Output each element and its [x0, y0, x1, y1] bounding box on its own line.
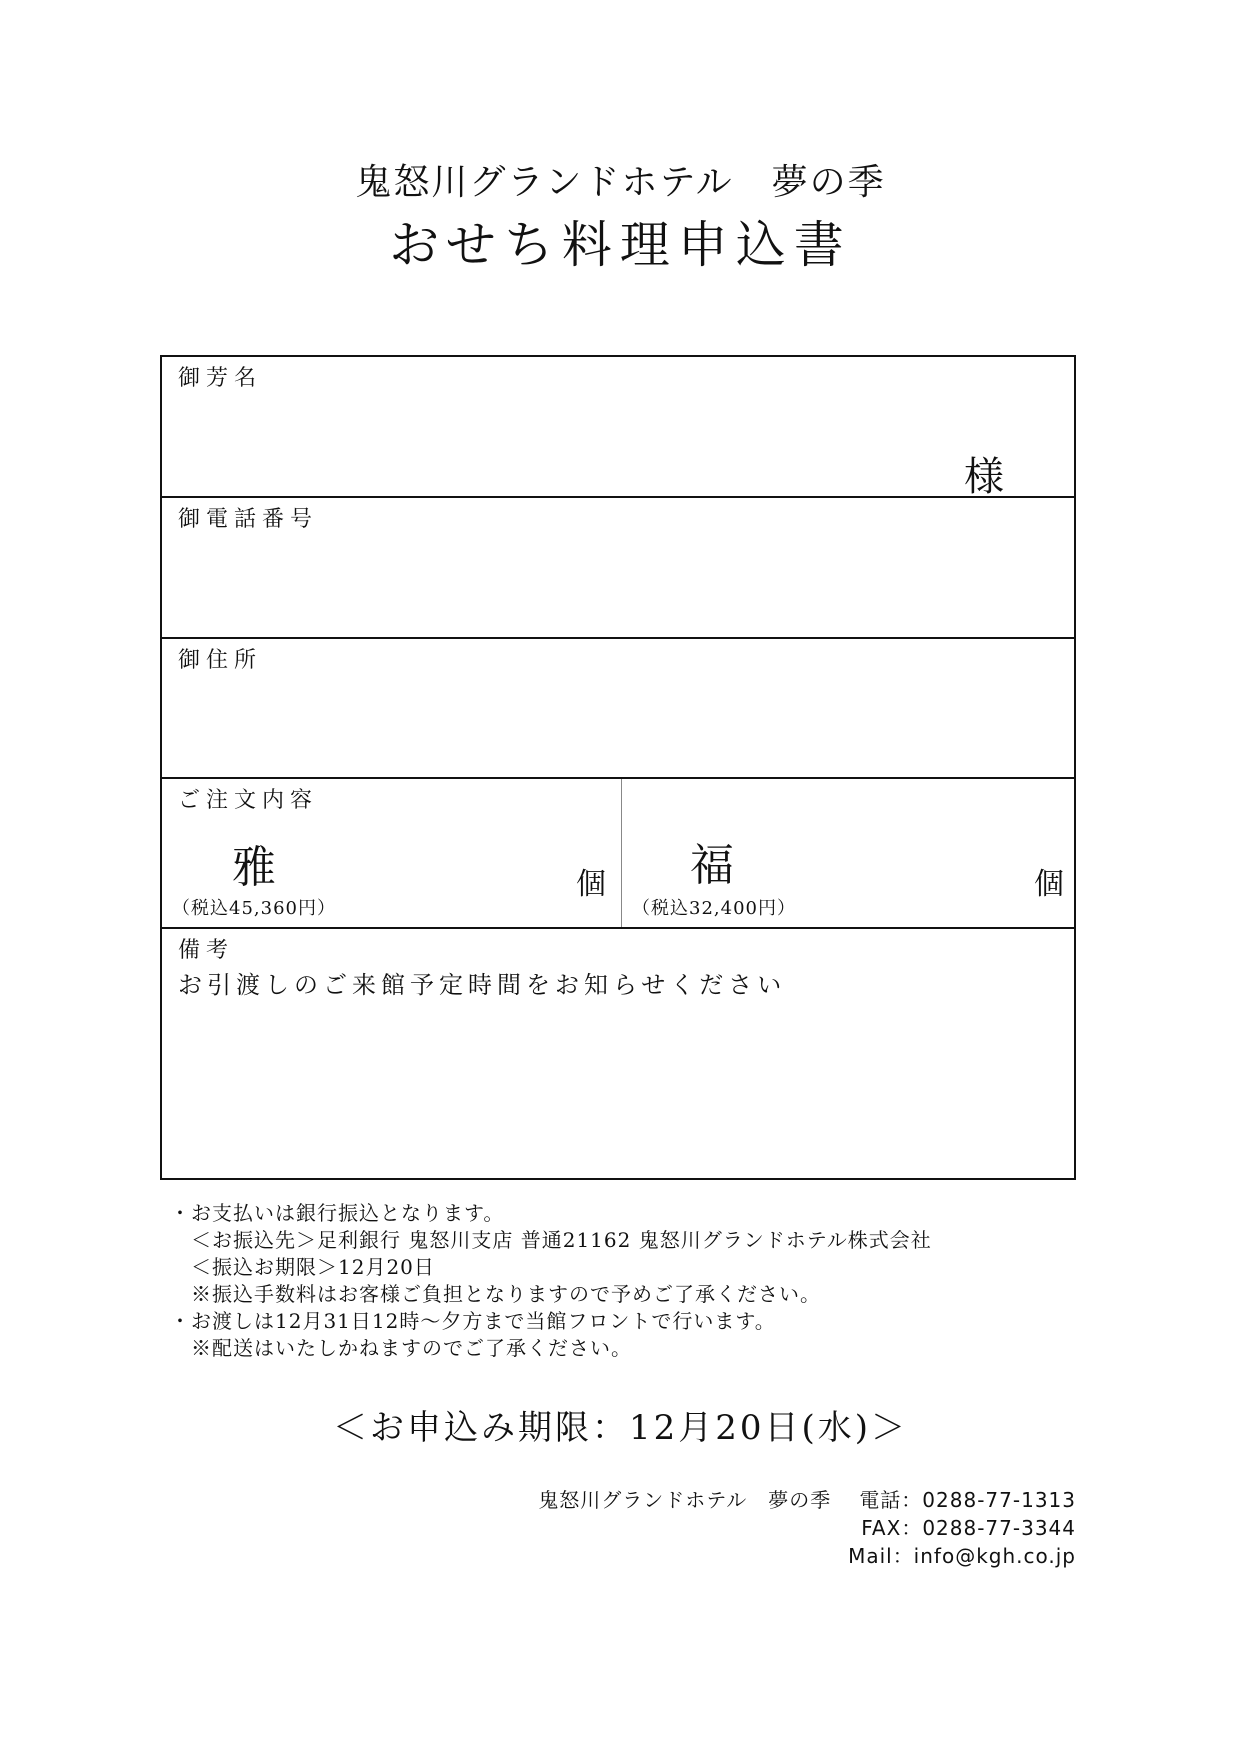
note-line: ＜お振込先＞足利銀行 鬼怒川支店 普通21162 鬼怒川グランドホテル株式会社 [170, 1228, 932, 1252]
contact-hotel-name: 鬼怒川グランドホテル 夢の季 [538, 1488, 832, 1512]
address-label: 御住所 [178, 648, 263, 673]
product-price: （税込32,400円） [632, 898, 796, 919]
contact-fax: FAX：0288-77-3344 [861, 1516, 1076, 1540]
address-field[interactable] [162, 639, 1074, 779]
contact-line-1 [538, 1486, 1076, 1514]
remarks-label: 備考 [178, 938, 235, 963]
note-line: ＜振込お期限＞12月20日 [170, 1255, 435, 1279]
note-line: ※配送はいたしかねますのでご了承ください。 [170, 1336, 632, 1360]
contact-block [538, 1486, 1076, 1570]
product-price: （税込45,360円） [172, 898, 336, 919]
notes [170, 1200, 932, 1362]
application-deadline: ＜お申込み期限：12月20日(水)＞ [332, 1408, 909, 1448]
product-name: 福 [690, 840, 734, 891]
order-section [162, 779, 1074, 929]
contact-phone: 電話：0288-77-1313 [859, 1488, 1076, 1512]
remarks-note: お引渡しのご来館予定時間をお知らせください [178, 971, 787, 999]
quantity-unit: 個 [1034, 867, 1064, 902]
contact-mail[interactable]: Mail：info@kgh.co.jp [848, 1544, 1076, 1568]
note-line: ・お渡しは12月31日12時～夕方まで当館フロントで行います。 [170, 1309, 776, 1333]
order-item-fuku[interactable] [622, 779, 1074, 927]
hotel-title: 鬼怒川グランドホテル 夢の季 [355, 162, 886, 203]
phone-field[interactable] [162, 498, 1074, 639]
name-suffix: 様 [964, 454, 1004, 500]
note-line: ※振込手数料はお客様ご負担となりますので予めご了承ください。 [170, 1282, 821, 1306]
remarks-field[interactable] [162, 929, 1074, 1179]
quantity-unit: 個 [576, 867, 606, 902]
product-name: 雅 [232, 842, 276, 893]
name-label: 御芳名 [178, 366, 263, 391]
name-field[interactable] [162, 357, 1074, 498]
order-item-miyabi[interactable] [162, 779, 622, 927]
phone-label: 御電話番号 [178, 507, 319, 532]
order-form [160, 355, 1076, 1180]
note-line: ・お支払いは銀行振込となります。 [170, 1201, 505, 1225]
form-title: おせち料理申込書 [389, 216, 852, 274]
order-label: ご注文内容 [178, 788, 319, 813]
